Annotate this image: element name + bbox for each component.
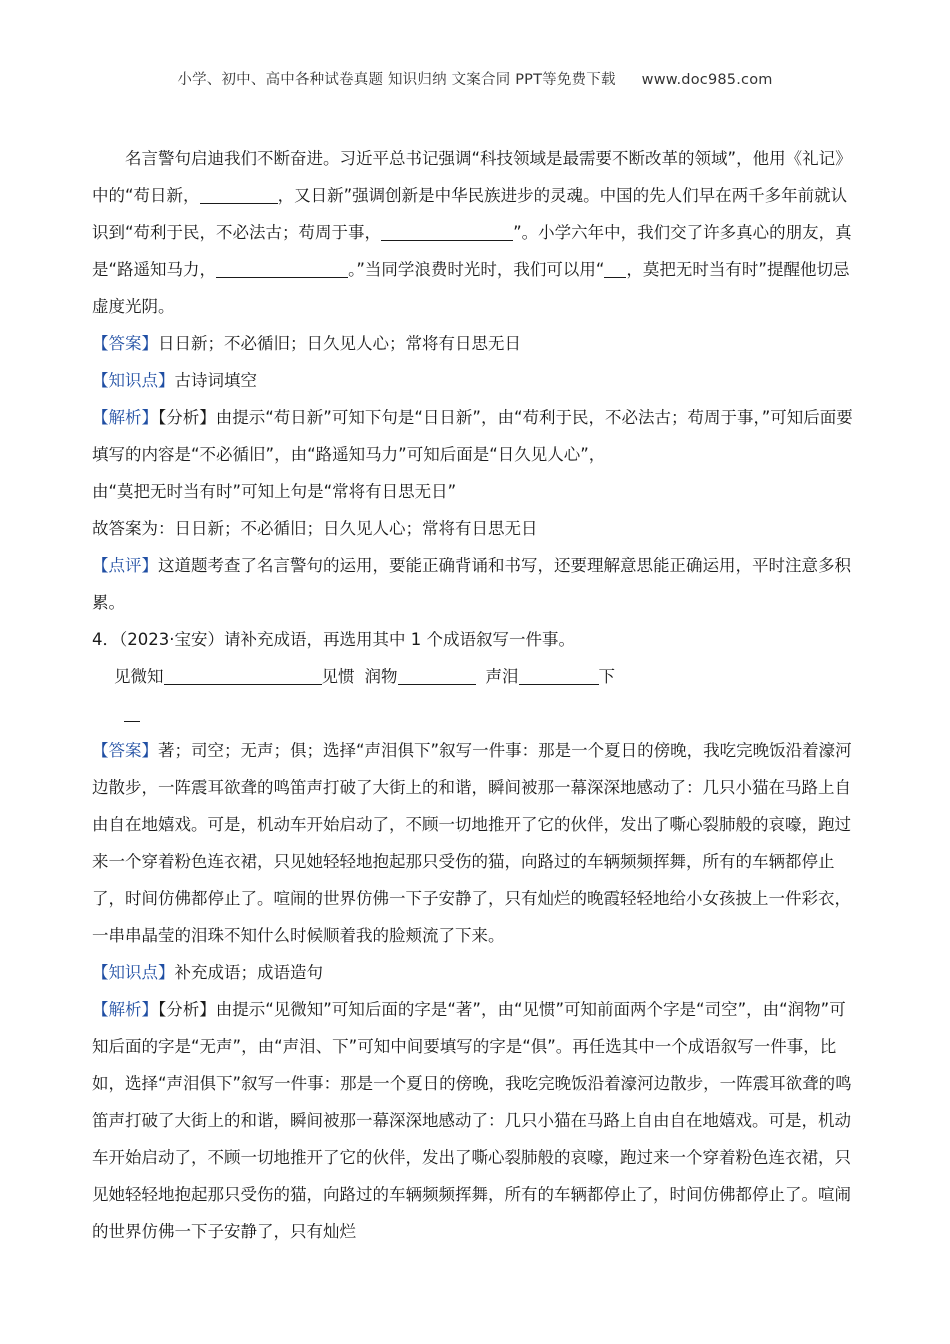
analysis-tag: 【解析】: [92, 408, 158, 427]
idiom1-prefix: 见微知: [114, 667, 164, 686]
document-body: [92, 140, 862, 1250]
idiom2-suffix: 见惯: [321, 667, 355, 686]
idiom4-suffix: 下: [598, 667, 615, 686]
q3-answer: [92, 325, 862, 362]
idiom-blank-1[interactable]: [164, 664, 322, 685]
answer-tag: 【答案】: [92, 741, 158, 760]
idiom-blank-3[interactable]: [398, 664, 476, 685]
header-site-link[interactable]: www.doc985.com: [641, 72, 773, 88]
writing-blank[interactable]: [124, 701, 140, 722]
analysis-text: 【分析】由提示“苟日新”可知下句是“日日新”，由“苟利于民，不必法古；苟周于事，”可知后面要填写的内容是“不必循旧”，由“路遥知马力”可知后面是“日久见人心”，: [92, 408, 853, 464]
q3-blank-3[interactable]: [216, 257, 348, 278]
comment-text: 这道题考查了名言警句的运用，要能正确背诵和书写，还要理解意思能正确运用，平时注意多积累。: [92, 556, 851, 612]
idiom3-prefix: 润物: [364, 667, 398, 686]
knowledge-text: 古诗词填空: [174, 371, 257, 390]
q3-analysis-line2: 由“莫把无时当有时”可知上句是“常将有日思无日”: [92, 482, 457, 501]
page-header: [0, 68, 950, 89]
q3-analysis: [92, 399, 862, 473]
q3-text-5: ，莫把无时当有时”提醒他切忌虚度光阴。: [92, 260, 850, 316]
q3-analysis-line3: 故答案为：日日新；不必循旧；日久见人心；常将有日思无日: [92, 519, 538, 538]
q3-text-1: 名言警句启迪我们不断奋进。习近平总书记强调“科技领域是最需要不断改革的领域”，他用《礼记》中的“苟日新，: [92, 149, 852, 205]
q3-text-2: ，又日新”强调创新是中华民族进步的灵魂。中国的先人们早在两千多年前就认识到“苟利于民，不必法古；苟周于事，: [92, 186, 848, 242]
knowledge-text: 补充成语；成语造句: [174, 963, 323, 982]
answer-text: 日日新；不必循旧；日久见人心；常将有日思无日: [158, 334, 521, 353]
header-text: 小学、初中、高中各种试卷真题 知识归纳 文案合同 PPT等免费下载: [177, 72, 616, 88]
knowledge-tag: 【知识点】: [92, 371, 175, 390]
q3-blank-4[interactable]: [604, 257, 626, 278]
q3-blank-2[interactable]: [381, 220, 513, 241]
analysis-tag: 【解析】: [92, 1000, 158, 1019]
answer-text: 著；司空；无声；俱；选择“声泪俱下”叙写一件事：那是一个夏日的傍晚，我吃完晚饭沿着濠河边散步，一阵震耳欲聋的鸣笛声打破了大街上的和谐，瞬间被那一幕深深地感动了：几只小猫在马路上自由自在地嬉戏。可是，机动车开始启动了，不顾一切地推开了它的伙伴，发出了嘶心裂肺般的哀嚎，跑过来一个穿着粉色连衣裙，只见她轻轻地抱起那只受伤的猫，向路过的车辆频频挥舞，所有的车辆都停止了，时间仿佛都停止了。喧闹的世界仿佛一下子安静了，只有灿烂的晚霞轻轻地给小女孩披上一件彩衣，一串串晶莹的泪珠不知什么时候顺着我的脸颊流了下来。: [92, 741, 852, 945]
comment-tag: 【点评】: [92, 556, 158, 575]
q3-question: [92, 140, 862, 325]
q3-blank-1[interactable]: [200, 183, 278, 204]
q4-answer: [92, 732, 862, 954]
q4-knowledge: [92, 954, 862, 991]
knowledge-tag: 【知识点】: [92, 963, 175, 982]
q3-knowledge: [92, 362, 862, 399]
q3-text-4: 。”当同学浪费时光时，我们可以用“: [348, 260, 605, 279]
idiom-blank-4[interactable]: [519, 664, 599, 685]
q3-text-3: ”。小学六年中，我们交了许多真心的朋友，真是“路遥知马力，: [92, 223, 852, 279]
idiom4-prefix: 声泪: [485, 667, 519, 686]
q4-idiom-line: [92, 658, 862, 695]
analysis-text: 【分析】由提示“见微知”可知后面的字是“著”，由“见惯”可知前面两个字是“司空”，由“润物”可知后面的字是“无声”，由“声泪、下”可知中间要填写的字是“俱”。再任选其中一个成语叙写一件事，比如，选择“声泪俱下”叙写一件事：那是一个夏日的傍晚，我吃完晚饭沿着濠河边散步，一阵震耳欲聋的鸣笛声打破了大街上的和谐，瞬间被那一幕深深地感动了：几只小猫在马路上自由自在地嬉戏。可是，机动车开始启动了，不顾一切地推开了它的伙伴，发出了嘶心裂肺般的哀嚎，跑过来一个穿着粉色连衣裙，只见她轻轻地抱起那只受伤的猫，向路过的车辆频频挥舞，所有的车辆都停止了，时间仿佛都停止了。喧闹的世界仿佛一下子安静了，只有灿烂: [92, 1000, 852, 1241]
q4-analysis: [92, 991, 862, 1250]
q3-comment: [92, 547, 862, 621]
q4-title: 4．（2023·宝安）请补充成语，再选用其中 1 个成语叙写一件事。: [92, 630, 575, 649]
q4-write-line: [92, 695, 862, 732]
answer-tag: 【答案】: [92, 334, 158, 353]
